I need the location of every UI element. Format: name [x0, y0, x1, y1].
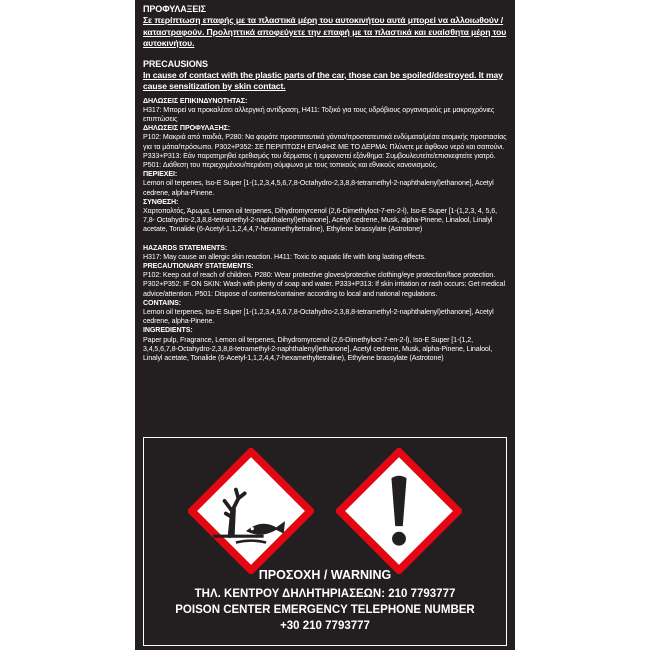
exclamation-mark-icon [336, 448, 462, 574]
english-poison-center-phone: +30 210 7793777 [280, 620, 370, 632]
english-contains-title: CONTAINS: [143, 298, 181, 307]
greek-precautions-title: ΠΡΟΦΥΛΑΞΕΙΣ [143, 4, 206, 14]
english-poison-center-label: POISON CENTER EMERGENCY TELEPHONE NUMBER [175, 604, 475, 616]
environment-hazard-icon [188, 448, 314, 574]
greek-poison-center-phone: ΤΗΛ. ΚΕΝΤΡΟΥ ΔΗΛΗΤΗΡΙΑΣΕΩΝ: 210 7793777 [194, 588, 456, 600]
greek-contains-text: Lemon oil terpenes, Iso-E Super [1-(1,2,3,4,5,6,7,8-Octahydro-2,3,8,8-tetramethyl-2-naphthalenyl)ethanone], Acetyl cedrene, alpha-Pinene. [143, 179, 494, 197]
greek-hazards-text: H317: Μπορεί να προκαλέσει αλλεργική αντίδραση, H411: Τοξικό για τους υδρόβιους οργανισμούς με μακροχρόνιες επιπτώσεις [143, 105, 495, 123]
english-hazards-title: HAZARDS STATEMENTS: [143, 243, 228, 252]
greek-precautions-statements-title: ΔΗΛΩΣΕΙΣ ΠΡΟΦΥΛΑΞΗΣ: [143, 124, 231, 133]
english-ingredients-title: INGREDIENTS: [143, 326, 193, 335]
english-precautions-statements-title: PRECAUTIONARY STATEMENTS: [143, 261, 254, 270]
english-plastic-warning: In cause of contact with the plastic parts of the car, those can be spoiled/destroyed. It may cause sensitization by skin contact. [143, 69, 503, 91]
greek-composition-text: Χαρτοπολτός, Άρωμα, Lemon oil terpenes, Dihydromyrcenol (2,6-Dimethyloct-7-en-2-l), Iso-E Super [1-(1,2,3, 4, 5,6, 7,8- Octahydro-2,3,8,8-tetramethyl-2-naphthalenyl)ethanone], Acetyl cedrene, Musk, alpha-Pinene, Linalool, Linalyl acetate, Tonalide (6-Acetyl-1,1,2,4,4,7-hexamethyltetraline), Ethylene brassylate (Astrotone) [143, 206, 497, 234]
english-ingredients-text: Paper pulp, Fragrance, Lemon oil terpenes, Dihydromyrcenol (2,6-Dimethyloct-7-en-2-l), Iso-E Super [1-(1,2, 3,4,5,6,7,8-Octahydro-2,3,8,8-tetramethyl-2-naphthalenyl)ethanone], Acetyl cedrene, Musk, alpha-Pinene, Linalool, Linalyl acetate, Tonalide (6-Acetyl-1,1,2,4,4,7-hexamethyltetraline), Ethylene brassylate (Astrotone) [143, 335, 493, 362]
greek-precautions-statements-text: P102: Μακριά από παιδιά, P280: Να φοράτε προστατευτικά γάντια/προστατευτικά ενδύματα/μέσα ατομικής προστασίας για τα μάτια/πρόσωπο. P302+P352: ΣΕ ΠΕΡΙΠΤΩΣΗ ΕΠΑΦΗΣ ΜΕ ΤΟ ΔΕΡΜΑ: Πλύνετε με άφθονο νερό και σαπούνι. P333+P313: Εάν παρατηρηθεί ερεθισμός του δέρματος ή εμφανιστεί εξάνθημα: Συμβουλευτείτε/επισκεφτείτε γιατρό. [143, 133, 507, 160]
greek-plastic-warning: Σε περίπτωση επαφής με τα πλαστικά μέρη του αυτοκινήτου αυτά μπορεί να αλλοιωθούν / καταστραφούν. Προληπτικά αποφεύγετε την επαφή με τα πλαστικά και ευαίσθητα μέρη του αυτοκινήτου. [143, 15, 507, 48]
english-precautions-statements-text: P102: Keep out of reach of children. P280: Wear protective gloves/protective clothing/eye protection/face protection. P302+P352: IF ON SKIN: Wash with plenty of soap and water. P333+P313: If skin irritation or rash occurs: Get medical advice/attention. P501: Dispose of contents/container according to local and national regulations. [143, 271, 505, 298]
greek-hazards-title: ΔΗΛΩΣΕΙΣ ΕΠΙΚΙΝΔΥΝΟΤΗΤΑΣ: [143, 96, 248, 105]
greek-disposal-text: P501: Διάθεση του περιεχομένου/περιέκτη σύμφωνα με τους τοπικούς και εθνικούς κανονισμούς. [143, 160, 438, 169]
greek-composition-title: ΣΥΝΘΕΣΗ: [143, 197, 179, 206]
english-contains-text: Lemon oil terpenes, Iso-E Super [1-(1,2,3,4,5,6,7,8-Octahydro-2,3,8,8-tetramethyl-2-naphthalenyl)ethanone], Acetyl cedrene, alpha-Pinene. [143, 307, 494, 326]
signal-word: ΠΡΟΣΟΧΗ / WARNING [258, 568, 392, 582]
english-precautions-title: PRECAUSIONS [143, 58, 208, 69]
english-hazards-text: H317: May cause an allergic skin reaction. H411: Toxic to aquatic life with long lasting effects. [143, 252, 426, 261]
warning-box [143, 437, 507, 646]
product-label [135, 0, 515, 650]
greek-contains-title: ΠΕΡΙΕΧΕΙ: [143, 170, 178, 179]
